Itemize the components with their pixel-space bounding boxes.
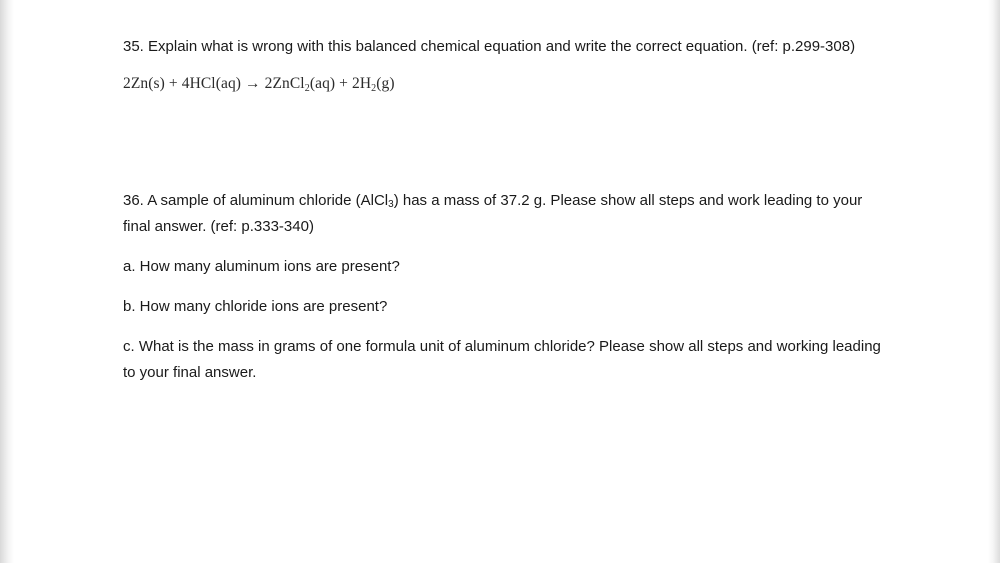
document-content: [123, 34, 893, 386]
page-edge-right: [988, 0, 1000, 563]
equation-subscript-1: 2: [304, 83, 310, 94]
question-36c: c. What is the mass in grams of one formula unit of aluminum chloride? Please show all steps and working leading to your final answer.: [123, 338, 881, 381]
chemical-equation: [123, 75, 893, 93]
question-36b: b. How many chloride ions are present?: [123, 298, 388, 315]
question-36-subscript: 3: [388, 199, 394, 210]
question-36-text-a: 36. A sample of aluminum chloride (AlCl: [123, 192, 389, 209]
equation-part-3: (g): [376, 75, 395, 92]
question-36a: a. How many aluminum ions are present?: [123, 258, 400, 275]
question-36-text-b: ) has a mass of 37.2 g. Please show all steps and work leading to your final answer. (ref: p.333-340): [123, 192, 863, 235]
equation-subscript-2: 2: [371, 83, 377, 94]
equation-part-2: (aq) + 2H: [309, 75, 372, 92]
page-edge-left: [0, 0, 14, 563]
question-36-text: [123, 188, 893, 240]
equation-part-1: 2Zn(s) + 4HCl(aq) → 2ZnCl: [123, 75, 305, 92]
question-35-text: 35. Explain what is wrong with this balanced chemical equation and write the correct equation. (ref: p.299-308): [123, 38, 856, 55]
